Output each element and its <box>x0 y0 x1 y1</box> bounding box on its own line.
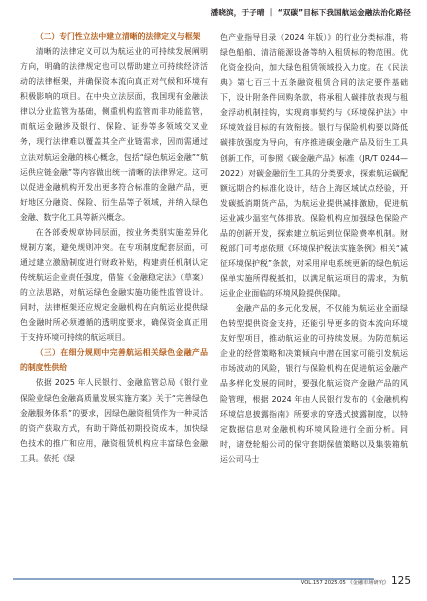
section-heading-green-finance-products: （三）在细分规则中完善航运相关绿色金融产品的制度性供给 <box>20 348 208 373</box>
page-number: 125 <box>390 575 411 587</box>
page-footer <box>0 566 427 596</box>
right-column <box>220 30 408 467</box>
section-heading-legal-framework: （二）专门性立法中建立清晰的法律定义与框架 <box>35 32 201 41</box>
left-column <box>20 29 208 466</box>
paragraph-green-industry-catalog: 色产业指导目录（2024 年版）》的行业分类标准，将绿色船舶、清洁能源设备等纳入租赁标的物范围。优化资金投向，加大绿色租赁领域投入力度。在《民法典》第七百三十五条融资租赁合同的法定要件基础下，设计附条件回购条款，将承租人碳排放表现与租金浮动机制挂钩，实现商事契约与《环境保护法》中环境效益目标的有效衔接。银行与保险机构要以降低碳排放强度为导向，有序推进碳金融产品及衍生工具创新工作，可参照《碳金融产品》标准（JR/T 0244—2022）对碳金融衍生工具的分类要求，探索航运碳配额远期合约标准化设计，结合上海区域试点经验，开发碳抵消期货产品，为航运业提供减排激励，促进航运业减少温室气体排放。保险机构应加强绿色保险产品的创新开发，探索建立航运到位保险费率机制。财税部门可考虑依照《环境保护税法实施条例》相关“减征环境保护税”条款，对采用岸电系统更新的绿色航运保单实施所得税抵扣，以满足航运项目的需求，为航运业企业面临的环境风险提供保障。 <box>220 33 408 299</box>
paragraph-legal-definition: 清晰的法律定义可以为航运业的可持续发展阐明方向，明确的法律规定也可以帮助建立可持续经济活动的法律框架，并确保资本流向真正对气候和环境有积极影响的项目。在中央立法层面，我国现有金融法律以分业监管为基础，侧重机构监管而非功能监管，而航运金融涉及银行、保险、证券等多领域交叉业务，现行法律难以覆盖其全产业链需求，因而需通过立法对航运金融的核心概念，包括“绿色航运金融”“航运供应链金融”等内容做出统一清晰的法律界定。这可以促进金融机构开发出更多符合标准的金融产品，更好地区分融资、保险、衍生品等子领域，并纳入绿色金融、数字化工具等新兴概念。 <box>20 47 208 222</box>
journal-issue-label: VOL.157 2025.05 《金融市场研究》 <box>300 580 389 586</box>
paragraph-product-diversification: 金融产品的多元化发展，不仅能为航运业全面绿色转型提供资金支持，还能引导更多的资本流向环境友好型项目，推动航运业的可持续发展。为防范航运企业的经营策略和决策倾向中潜在国家可能引发航运市场波动的风险，银行与保险机构在促进航运金融产品多样化发展的同时，要强化航运资产金融产品的风险管理，根据 2024 年由人民银行发布的《金融机构环境信息披露指南》所要求的穿透式披露制度，以特定数据信息对金融机构环境风险进行全面分析。同时，诸登轮船公司的保守套期保值策略以及集装箱航运公司马士 <box>220 304 408 464</box>
paragraph-green-leasing: 依据 2025 年人民银行、金融监管总局《银行业保险业绿色金融高质量发展实施方案》关于“完善绿色金融服务体系”的要求，因绿色融资租赁作为一种灵活的资产获取方式，有助于降低初期投资成本，加快绿色技术的推广和应用，融资租赁机构应丰富绿色金融工具。依托《绿 <box>20 378 208 463</box>
running-head: 潘晓滨，于子晴 ｜ “双碳”目标下我国航运金融法治化路径 <box>210 8 411 17</box>
paragraph-regulatory-coordination: 在各部委规章协同层面，按业务类别实施差异化规制方案，避免规则冲突。在专项制度配套层面，可通过建立激励制度进行财政补贴，构建责任机制认定传统航运企业责任强度，借鉴《金融稳定法》（草案）的立法思路，对航运绿色金融实施功能性监管设计。同时，法律框架还应规定金融机构在向航运业提供绿色金融时所必须遵循的透明度要求，确保资金真正用于支持环境可持续的航运项目。 <box>20 227 208 343</box>
